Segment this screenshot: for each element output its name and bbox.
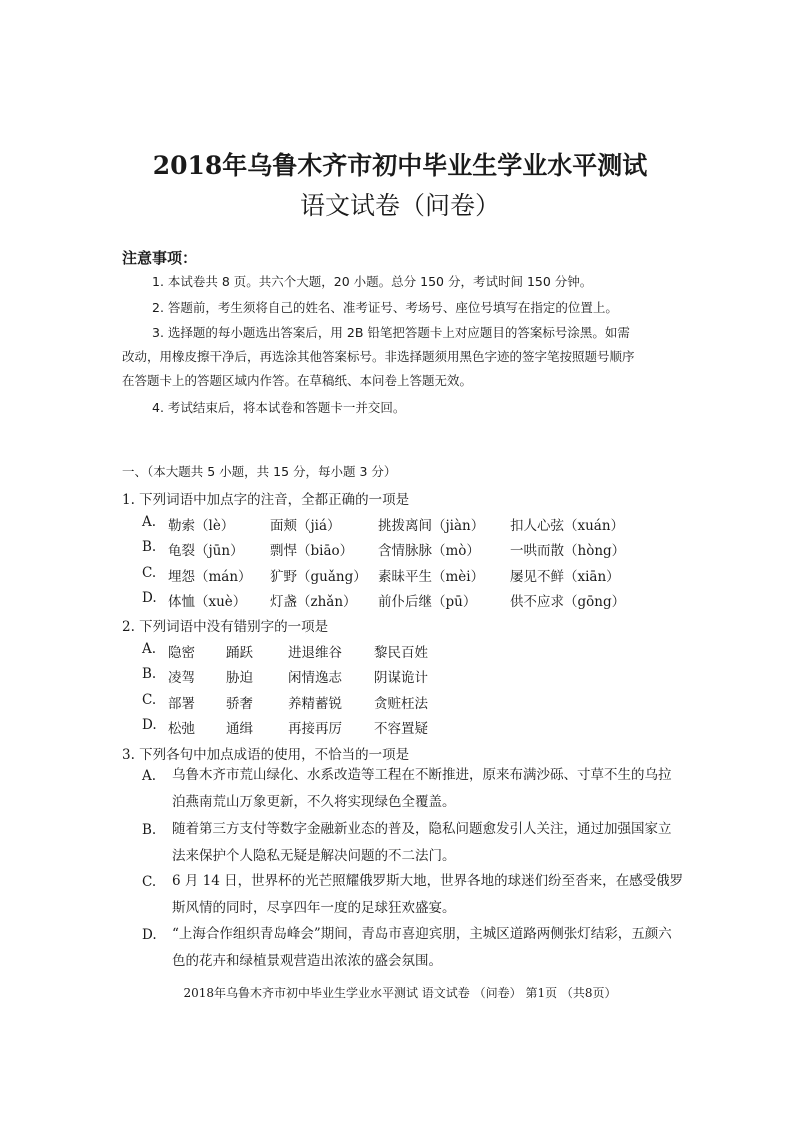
option-word: 含情脉脉（mò） [378, 543, 480, 559]
option-label: B. [142, 539, 157, 555]
option-word: 胁迫 [226, 670, 253, 686]
option-label: C. [142, 565, 157, 581]
option-row [0, 692, 800, 712]
notice-item: 3. 选择题的每小题选出答案后，用 2B 铅笔把答题卡上对应题目的答案标号涂黑。如需 [152, 325, 630, 340]
notice-item: 4. 考试结束后，将本试卷和答题卡一并交回。 [152, 400, 406, 415]
option-label: B. [142, 666, 157, 682]
notice-item: 改动，用橡皮擦干净后，再选涂其他答案标号。非选择题须用黑色字迹的签字笔按照题号顺序 [122, 349, 635, 364]
option-label: B. [142, 822, 157, 838]
option-word: 龟裂（jūn） [168, 543, 244, 559]
option-label: D. [142, 717, 157, 733]
option-word: 阴谋诡计 [374, 670, 428, 686]
notice-item: 2. 答题前，考生须将自己的姓名、准考证号、考场号、座位号填写在指定的位置上。 [152, 300, 618, 315]
question-stem: 1. 下列词语中加点字的注音，全都正确的一项是 [122, 492, 410, 508]
notice-item: 1. 本试卷共 8 页。共六个大题，20 小题。总分 150 分，考试时间 150 分钟。 [152, 274, 593, 289]
page-subtitle: 语文试卷（问卷） [299, 191, 500, 220]
option-word: 凌驾 [168, 670, 195, 686]
option-row [0, 565, 800, 585]
option-word: 再接再厉 [288, 721, 342, 737]
option-word: 前仆后继（pū） [378, 594, 477, 610]
option-text: 法来保护个人隐私无疑是解决问题的不二法门。 [172, 848, 456, 864]
option-word: 踊跃 [226, 645, 253, 661]
page-footer: 2018年乌鲁木齐市初中毕业生学业水平测试 语文试卷 （问卷） 第1页 （共8页） [183, 986, 617, 1000]
option-word: 养精蓄锐 [288, 696, 342, 712]
option-row [0, 590, 800, 610]
page-title: 2018年乌鲁木齐市初中毕业生学业水平测试 [152, 151, 648, 180]
option-word: 埋怨（mán） [168, 569, 252, 585]
option-text: 斯风情的同时，尽享四年一度的足球狂欢盛宴。 [172, 900, 456, 916]
option-label: C. [142, 692, 157, 708]
option-word: 进退维谷 [288, 645, 342, 661]
option-word: 面颊（jiá） [270, 518, 341, 534]
option-row [0, 641, 800, 661]
option-word: 贪赃枉法 [374, 696, 428, 712]
option-word: 松弛 [168, 721, 195, 737]
option-text: 随着第三方支付等数字金融新业态的普及，隐私问题愈发引人关注，通过加强国家立 [172, 821, 672, 837]
question-stem: 3. 下列各句中加点成语的使用，不恰当的一项是 [122, 747, 410, 763]
option-text: 泊燕南荒山万象更新，不久将实现绿色全覆盖。 [172, 794, 456, 810]
option-word: 犷野（guǎng） [270, 569, 367, 585]
option-word: 素昧平生（mèi） [378, 569, 485, 585]
option-word: 部署 [168, 696, 195, 712]
option-word: 通缉 [226, 721, 253, 737]
option-word: 一哄而散（hòng） [510, 543, 626, 559]
option-label: A. [142, 768, 157, 784]
option-word: 黎民百姓 [374, 645, 428, 661]
option-label: D. [142, 590, 157, 606]
option-label: C. [142, 874, 157, 890]
option-label: D. [142, 927, 157, 943]
question-stem: 2. 下列词语中没有错别字的一项是 [122, 619, 329, 635]
option-label: A. [142, 641, 157, 657]
option-word: 勒索（lè） [168, 518, 235, 534]
option-text: 6 月 14 日，世界杯的光芒照耀俄罗斯大地，世界各地的球迷们纷至沓来，在感受俄罗 [172, 873, 684, 889]
option-row [0, 514, 800, 534]
notice-item: 在答题卡上的答题区域内作答。在草稿纸、本问卷上答题无效。 [122, 373, 473, 388]
option-word: 灯盏（zhǎn） [270, 594, 357, 610]
option-text: “上海合作组织青岛峰会”期间，青岛市喜迎宾朋，主城区道路两侧张灯结彩，五颜六 [172, 926, 672, 942]
option-text: 乌鲁木齐市荒山绿化、水系改造等工程在不断推进，原来布满沙砾、寸草不生的乌拉 [172, 767, 672, 783]
option-word: 屡见不鲜（xiān） [510, 569, 620, 585]
option-word: 供不应求（gōng） [510, 594, 626, 610]
option-word: 闲情逸志 [288, 670, 342, 686]
option-row [0, 666, 800, 686]
option-word: 不容置疑 [374, 721, 428, 737]
option-label: A. [142, 514, 157, 530]
notice-heading: 注意事项： [122, 249, 198, 267]
section-heading: 一、（本大题共 5 小题，共 15 分，每小题 3 分） [122, 464, 397, 479]
option-row [0, 539, 800, 559]
option-word: 体恤（xuè） [168, 594, 247, 610]
option-word: 骄奢 [226, 696, 253, 712]
option-word: 剽悍（biāo） [270, 543, 354, 559]
option-text: 色的花卉和绿植景观营造出浓浓的盛会氛围。 [172, 953, 442, 969]
option-word: 扣人心弦（xuán） [510, 518, 625, 534]
option-row [0, 717, 800, 737]
option-word: 挑拨离间（jiàn） [378, 518, 485, 534]
option-word: 隐密 [168, 645, 195, 661]
